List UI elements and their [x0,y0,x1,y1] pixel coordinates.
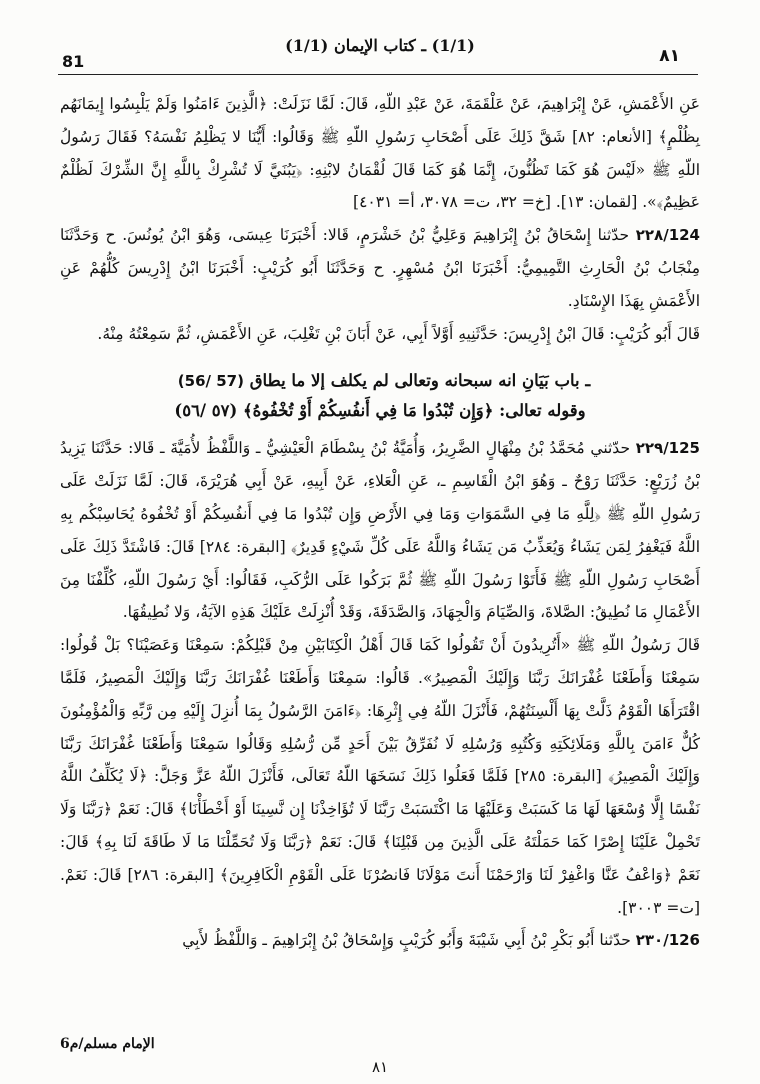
hadith-number: 125/٢٢٩ [635,439,700,458]
hadith-number: 126/٢٣٠ [635,931,700,950]
page-number-latin: 81 [62,52,85,71]
page-number-arabic: ٨١ [659,46,680,66]
paragraph-text: قَالَ رَسُولُ اللّهِ ﷺ «أَتُرِيدُونَ أَنْ تَقُولُوا كَمَا قَالَ أَهْلُ الْكِتَابَيْنِ مِنْ قَبْلِكُمْ: سَمِعْنَا وَعَصَيْنَا؟ بَلْ قُولُوا: سَمِعْنَا وَأَطَعْنَا غُفْرَانَكَ رَبَّنَا وَإِلَيْكَ الْمَصِيرُ». قَالُوا: سَمِعْنَا وَأَطَعْنَا غُفْرَانَكَ رَبَّنَا وَإِلَيْكَ الْمَصِيرُ، فَلَمَّا اقْتَرَأَهَا الْقَوْمُ ذَلَّتْ بِهَا أَلْسِنَتُهُمْ، فَأَنْزَلَ اللّهُ فِي إِثْرِهَا: ﴿ءَامَنَ الرَّسُولُ بِمَا أُنزِلَ إِلَيْهِ مِن رَّبِّهِ وَالْمُؤْمِنُونَ كُلٌّ ءَامَنَ بِاللَّهِ وَمَلَائِكَتِهِ وَكُتُبِهِ وَرُسُلِهِ لَا نُفَرِّقُ بَيْنَ أَحَدٍ مِّن رُّسُلِهِ وَقَالُوا سَمِعْنَا وَأَطَعْنَا غُفْرَانَكَ رَبَّنَا وَإِلَيْكَ الْمَصِيرُ﴾ [البقرة: ٢٨٥] فَلَمَّا فَعَلُوا ذَلِكَ نَسَخَهَا اللّهُ تَعَالَى، فَأَنْزَلَ اللّهُ عَزَّ وَجَلَّ: ﴿لَا يُكَلِّفُ اللَّهُ نَفْسًا إِلَّا وُسْعَهَا لَهَا مَا كَسَبَتْ وَعَلَيْهَا مَا اكْتَسَبَتْ رَبَّنَا لَا تُؤَاخِذْنَا إِن نَّسِينَا أَوْ أَخْطَأْنَا﴾ قَالَ: نَعَمْ ﴿رَبَّنَا وَلَا تَحْمِلْ عَلَيْنَا إِصْرًا كَمَا حَمَلْتَهُ عَلَى الَّذِينَ مِن قَبْلِنَا﴾ قَالَ: نَعَمْ ﴿رَبَّنَا وَلَا تُحَمِّلْنَا مَا لَا طَاقَةَ لَنَا بِهِ﴾ قَالَ: نَعَمْ ﴿وَاعْفُ عَنَّا وَاغْفِرْ لَنَا وَارْحَمْنَا أَنتَ مَوْلَانَا فَانصُرْنَا عَلَى الْقَوْمِ الْكَافِرِينَ﴾ [البقرة: ٢٨٦] قَالَ: نَعَمْ. [ت= ٣٠٠٣]. [60,636,700,917]
footer-page-number: ٨١ [371,1058,389,1076]
chapter-number: (57 /56) [177,372,244,391]
paragraph-text: عَنِ الأَعْمَشِ، عَنْ إِبْرَاهِيمَ، عَنْ عَلْقَمَةَ، عَنْ عَبْدِ اللّهِ، قَالَ: لَمَّا نَزَلَتْ: ﴿الَّذِينَ ءَامَنُوا وَلَمْ يَلْبِسُوا إِيمَانَهُم بِظُلْمٍ﴾ [الأنعام: ٨٢] شَقَّ ذَلِكَ عَلَى أَصْحَابِ رَسُولِ اللّهِ ﷺ وَقَالُوا: أَيُّنَا لا يَظْلِمُ نَفْسَهُ؟ فَقَالَ رَسُولُ اللّهِ ﷺ «لَيْسَ هُوَ كَمَا تَظُنُّونَ، إِنَّمَا هُوَ كَمَا قَالَ لُقْمَانُ لابْنِهِ: ﴿يَبُنَيَّ لَا تُشْرِكْ بِاللَّهِ إِنَّ الشِّرْكَ لَظُلْمٌ عَظِيمٌ﴾». [لقمان: ١٣]. [خ= ٣٢، ت= ٣٠٧٨، أ= ٤٠٣١] [60,95,700,212]
hadith-paragraph [60,629,700,924]
paragraph-text: حدّثني مُحَمَّدُ بْنُ مِنْهَالٍ الضَّرِيرُ، وَأُمَيَّةُ بْنُ بِسْطَامَ الْعَيْشِيُّ ـ وَاللَّفْظُ لأُمَيَّةَ ـ قَالا: حَدَّثَنَا يَزِيدُ بْنُ زُرَيْعٍ: حَدَّثَنَا رَوْحٌ ـ وَهُوَ ابْنُ الْقَاسِمِ ـ، عَنِ الْعَلاءِ، عَنْ أَبِيهِ، عَنْ أَبِي هُرَيْرَةَ، قَالَ: لَمَّا نَزَلَتْ عَلَى رَسُولِ اللّهِ ﷺ ﴿لِلَّهِ مَا فِي السَّمَوَاتِ وَمَا فِي الأَرْضِ وَإِن تُبْدُوا مَا فِي أَنفُسِكُمْ أَوْ تُخْفُوهُ يُحَاسِبْكُم بِهِ اللَّهُ فَيَغْفِرُ لِمَن يَشَاءُ وَيُعَذِّبُ مَن يَشَاءُ وَاللَّهُ عَلَى كُلِّ شَيْءٍ قَدِيرٌ﴾ [البقرة: ٢٨٤] قَالَ: فَاشْتَدَّ ذَلِكَ عَلَى أَصْحَابِ رَسُولِ اللّهِ ﷺ فَأَتَوْا رَسُولَ اللّهِ ﷺ ثُمَّ بَرَكُوا عَلَى الرُّكَبِ، فَقَالُوا: أَيْ رَسُولَ اللّهِ، كُلِّفْنَا مِنَ الأَعْمَالِ مَا نُطِيقُ: الصَّلاةَ، وَالصِّيَامَ وَالْجِهَادَ، وَالصَّدَقَةَ، وَقَدْ أُنْزِلَتْ عَلَيْكَ هَذِهِ الآيَةُ، وَلا نُطِيقُهَا. [60,439,700,622]
chapter-subtitle: وقوله تعالى: ﴿وَإِن تُبْدُوا مَا فِي أَنفُسِكُمْ أَوْ تُخْفُوهُ﴾ (٥٧ /٥٦) [174,401,586,421]
paragraph-text: حدّثنا إِسْحَاقُ بْنُ إِبْرَاهِيمَ وَعَلِيُّ بْنُ خَشْرَمٍ، قَالا: أَخْبَرَنَا عِيسَى، وَهُوَ ابْنُ يُونُسَ. ح وَحَدَّثَنَا مِنْجَابُ بْنُ الْحَارِثِ التَّمِيمِيُّ: أَخْبَرَنَا ابْنُ مُسْهِرٍ. ح وَحَدَّثَنَا أَبُو كُرَيْبٍ: أَخْبَرَنَا ابْنُ إِدْرِيسَ كُلُّهُمْ عَنِ الأَعْمَشِ بِهَذَا الإِسْنَادِ. [60,226,700,310]
chapter-title: ـ باب بَيَانِ انه سبحانه وتعالى لم يكلف إلا ما يطاق [249,371,591,391]
header-divider [58,74,698,75]
page-body [60,88,700,957]
hadith-paragraph [60,318,700,351]
hadith-number: 124/٢٢٨ [635,226,700,245]
running-title: (1/1) ـ كتاب الإيمان (1/1) [285,36,475,55]
book-reference: الإمام مسلم/م6 [60,1036,155,1052]
hadith-paragraph [60,219,700,317]
chapter-heading [60,366,700,426]
paragraph-text: قَالَ أَبُو كُرَيْبٍ: قَالَ ابْنُ إِدْرِيسَ: حَدَّثَنِيهِ أَوَّلاً أَبِي، عَنْ أَبَانَ بْنِ تَغْلِبَ، عَنِ الأَعْمَشِ، ثُمَّ سَمِعْتُهُ مِنْهُ. [97,324,700,343]
paragraph-text: حدّثنا أَبُو بَكْرِ بْنُ أَبِي شَيْبَةَ وَأَبُو كُرَيْبٍ وَإِسْحَاقُ بْنُ إِبْرَاهِيمَ ـ وَاللَّفْظُ لأَبِي [182,931,631,950]
hadith-paragraph [60,432,700,629]
hadith-paragraph [60,88,700,219]
hadith-paragraph [60,924,700,957]
